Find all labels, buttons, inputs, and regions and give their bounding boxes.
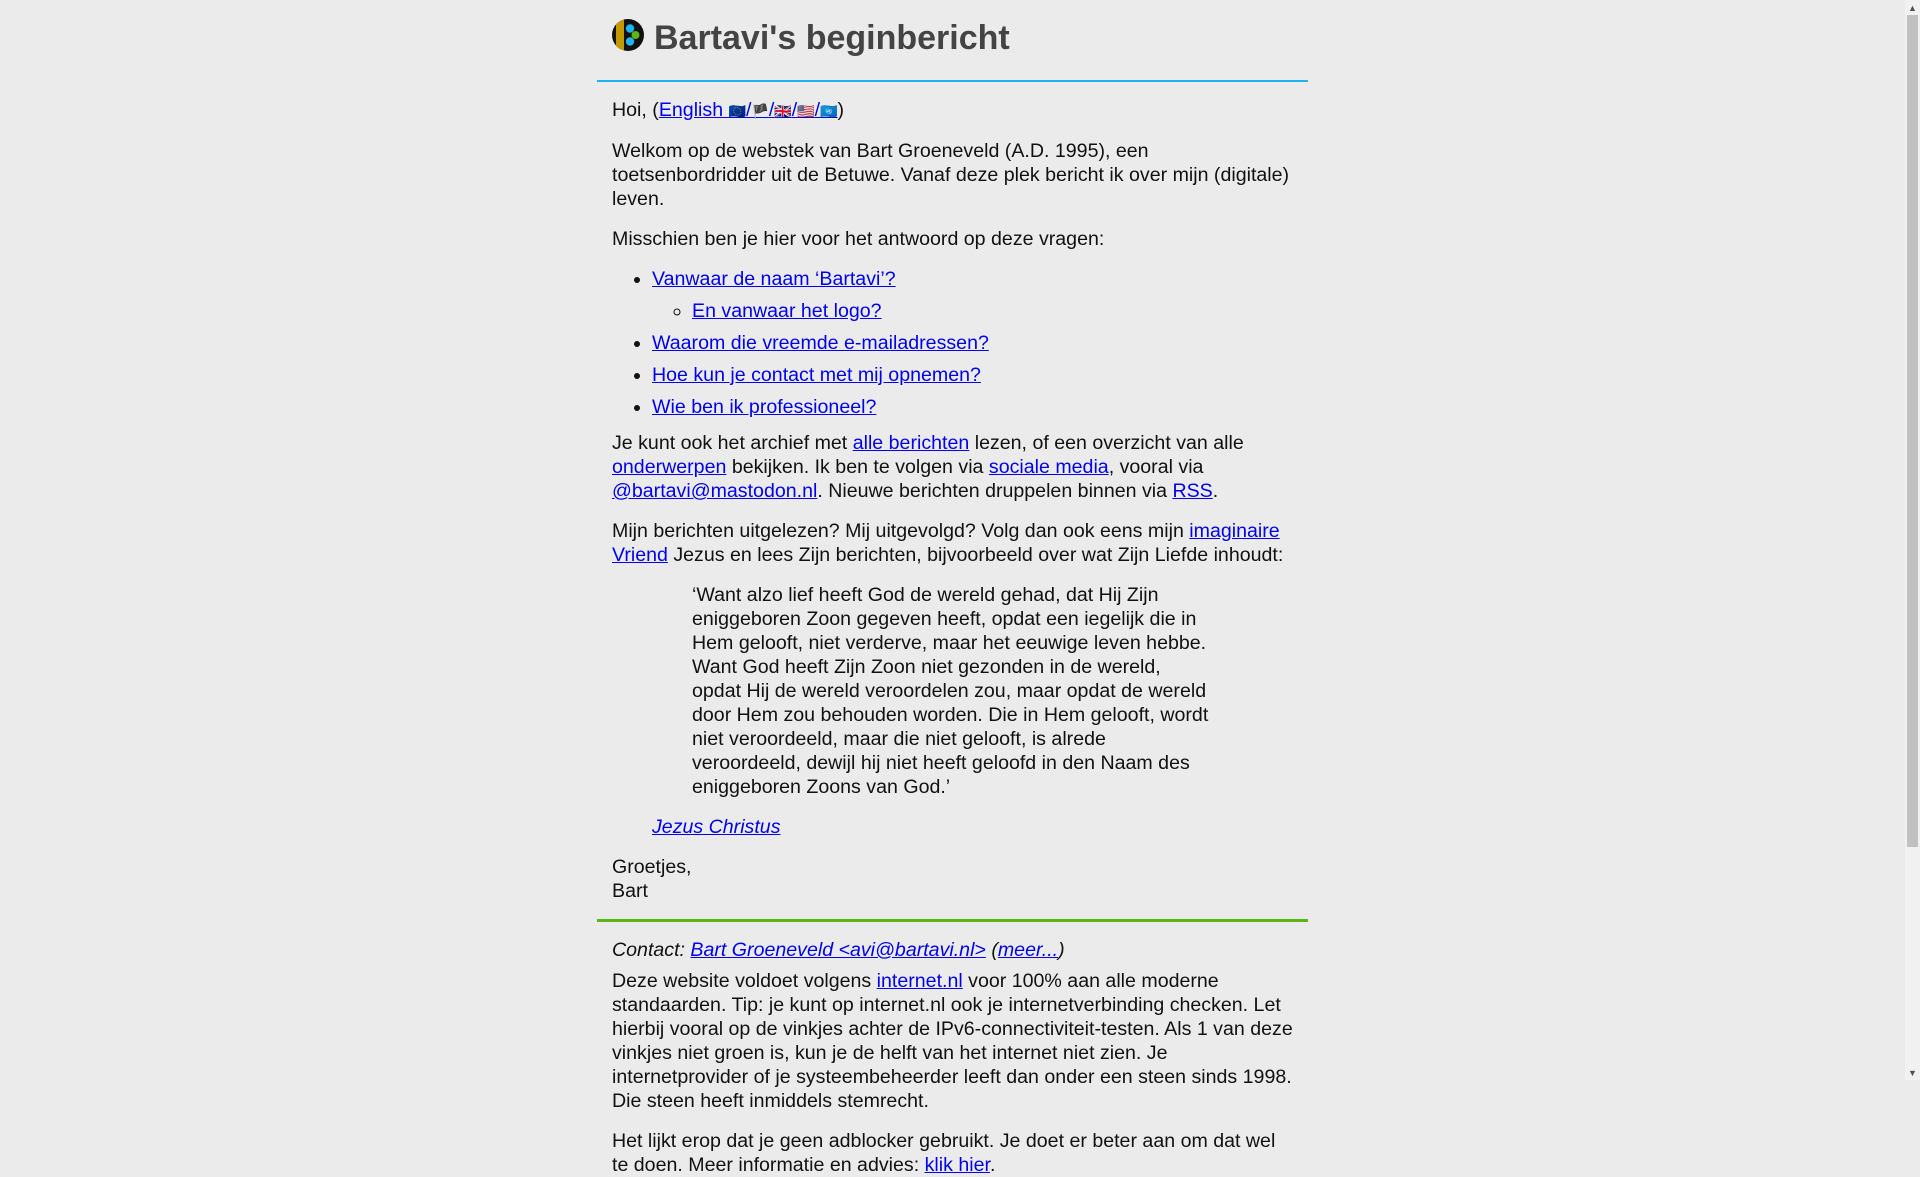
standards-paragraph — [612, 969, 1293, 1113]
us-flag-icon: 🇺🇸 — [797, 103, 815, 119]
list-item — [652, 267, 1293, 323]
text: Deze website voldoet volgens — [612, 970, 877, 992]
welcome-text: Welkom op de webstek van Bart Groeneveld (A.D. 1995), een toetsenbordridder uit de Betuwe. Vanaf deze plek bericht ik over mijn (digitale) leven. — [612, 140, 1290, 210]
rss-link[interactable]: RSS — [1172, 480, 1213, 502]
list-item — [652, 363, 1293, 387]
imaginary-friend-link[interactable]: imaginaire Vriend — [612, 520, 1280, 566]
social-media-link[interactable]: sociale media — [988, 456, 1109, 478]
friend-paragraph — [612, 519, 1293, 567]
more-contact-link[interactable]: meer... — [997, 939, 1059, 961]
list-item — [692, 299, 1293, 323]
greeting-line — [612, 98, 1293, 123]
england-flag-icon: 🏴 — [751, 103, 769, 119]
sub-questions-list — [652, 299, 1293, 323]
question-link-professional[interactable]: Wie ben ik professioneel? — [652, 396, 877, 418]
adblock-info-link[interactable]: klik hier — [924, 1154, 990, 1176]
text: ) — [1058, 939, 1065, 961]
main-content — [597, 98, 1308, 903]
text: Het lijkt erop dat je geen adblocker gebruikt. Je doet er beter aan om dat wel te doen. Meer informatie en advies: — [612, 1130, 1276, 1176]
text: . Nieuwe berichten druppelen binnen via — [817, 480, 1173, 502]
vertical-scrollbar[interactable] — [1905, 0, 1920, 1080]
english-link[interactable] — [659, 99, 838, 121]
contact-line — [612, 938, 1293, 962]
internet-nl-link[interactable]: internet.nl — [876, 970, 963, 992]
text: Jezus en lees Zijn berichten, bijvoorbeeld over wat Zijn Liefde inhoudt: — [667, 544, 1284, 566]
text: . — [1212, 480, 1219, 502]
text: , vooral via — [1108, 456, 1204, 478]
adblock-paragraph — [612, 1129, 1293, 1177]
question-link-name[interactable]: Vanwaar de naam ‘Bartavi’? — [652, 268, 896, 290]
text: . — [989, 1154, 996, 1176]
separator: / — [745, 99, 752, 121]
english-link-label: English — [658, 99, 724, 121]
separator: / — [768, 99, 775, 121]
text: Mijn berichten uitgelezen? Mij uitgevolgd? Volg dan ook eens mijn — [612, 520, 1190, 542]
scroll-up-icon[interactable]: ▲ — [1908, 2, 1917, 13]
page-title: Bartavi's beginbericht — [654, 19, 1010, 57]
question-link-contact[interactable]: Hoe kun je contact met mij opnemen? — [652, 364, 981, 386]
text: Je kunt ook het archief met — [612, 432, 853, 454]
bartavi-logo-icon — [612, 19, 644, 51]
list-item — [652, 331, 1293, 355]
signoff-name: Bart — [612, 880, 648, 902]
question-link-logo[interactable]: En vanwaar het logo? — [692, 300, 882, 322]
jesus-christ-link[interactable]: Jezus Christus — [652, 816, 781, 838]
text: lezen, of een overzicht van alle — [969, 432, 1244, 454]
eu-flag-icon: 🇪🇺 — [728, 103, 746, 119]
footer — [597, 922, 1308, 1177]
page — [597, 0, 1308, 1177]
signoff — [612, 855, 1293, 903]
separator: / — [814, 99, 821, 121]
text: voor 100% aan alle moderne standaarden. Tip: je kunt op internet.nl ook je internetverbinding checken. Let hierbij vooral op de vinkjes achter de IPv6-connectiviteit-testen. Als 1 van deze vinkjes niet groen is, kun je de helft van het internet niet zien. Je internetprovider of je systeembeheerder leeft dan onder een steen sinds 1998. Die steen heeft inmiddels stemrecht. — [612, 970, 1293, 1112]
greeting-text: Hoi, ( — [612, 99, 659, 121]
signoff-greeting: Groetjes, — [612, 856, 692, 878]
separator: / — [791, 99, 798, 121]
all-posts-link[interactable]: alle berichten — [852, 432, 970, 454]
uk-flag-icon: 🇬🇧 — [774, 103, 792, 119]
scroll-down-icon[interactable]: ▼ — [1908, 1067, 1917, 1078]
header — [597, 0, 1308, 80]
text: bekijken. Ik ben te volgen via — [726, 456, 989, 478]
questions-intro: Misschien ben je hier voor het antwoord op deze vragen: — [612, 228, 1105, 250]
quote-citation — [612, 815, 1293, 839]
scrollbar-thumb[interactable] — [1907, 15, 1918, 847]
topics-link[interactable]: onderwerpen — [612, 456, 727, 478]
bible-quote: ‘Want alzo lief heeft God de wereld gehad, dat Hij Zijn eniggeboren Zoon gegeven heeft, opdat een iegelijk die in Hem gelooft, niet verderve, maar het eeuwige leven hebbe. Want God heeft Zijn Zoon niet gezonden in de wereld, opdat Hij de wereld veroordelen zou, maar opdat de wereld door Hem zou behouden worden. Die in Hem gelooft, wordt niet veroordeeld, maar die niet gelooft, is alrede veroordeeld, dewijl hij niet heeft geloofd in den Naam des eniggeboren Zoons van God.’ — [692, 584, 1209, 798]
un-flag-icon: 🇺🇳 — [820, 103, 838, 119]
header-divider — [597, 80, 1308, 82]
contact-label: Contact: — [612, 939, 691, 961]
question-link-email[interactable]: Waarom die vreemde e-mailadressen? — [652, 332, 989, 354]
questions-list — [612, 267, 1293, 419]
contact-email-link[interactable]: Bart Groeneveld <avi@bartavi.nl> — [690, 939, 986, 961]
text: ( — [985, 939, 998, 961]
greeting-close: ) — [837, 99, 845, 121]
list-item — [652, 395, 1293, 419]
archive-paragraph — [612, 431, 1293, 503]
mastodon-link[interactable]: @bartavi@mastodon.nl — [612, 480, 818, 502]
